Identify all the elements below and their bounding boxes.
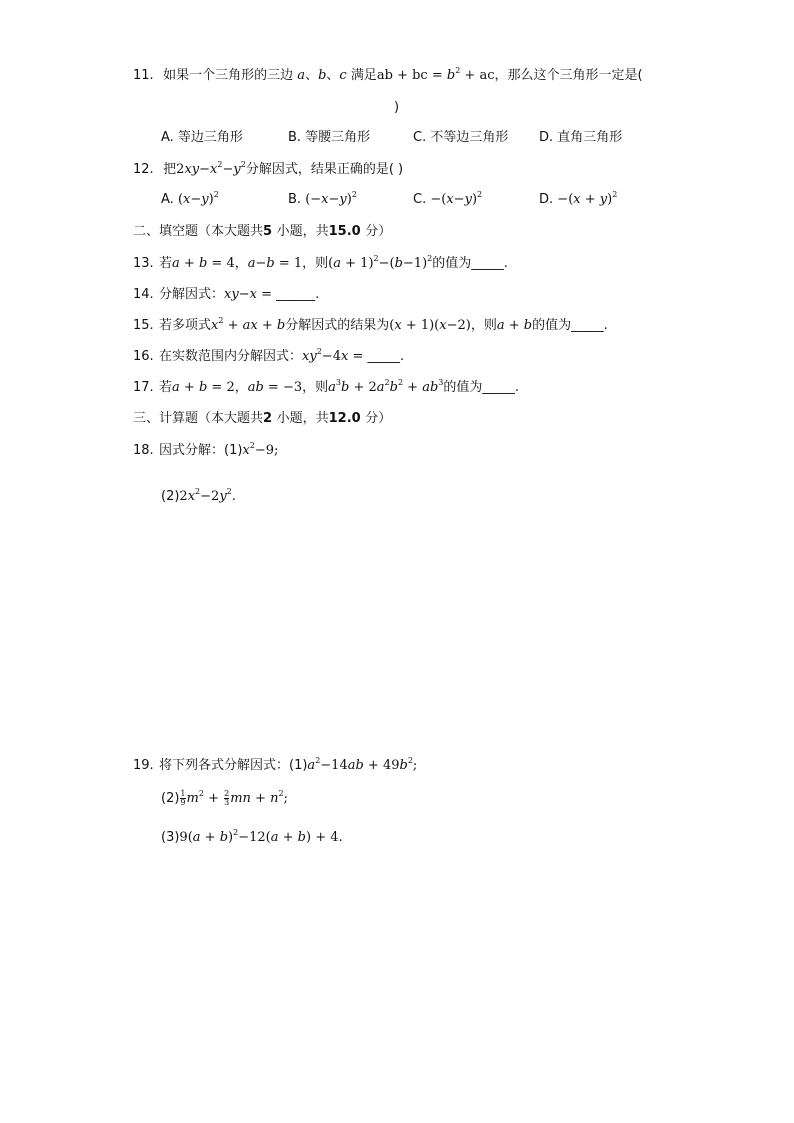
question-text: 把 [163, 162, 177, 177]
question-15: 15. 若多项式$x^2$ + ax + b分解因式的结果为(x + 1)(x−2)，则a + b的值为_____. [133, 316, 608, 333]
question-text: 分解因式，结果正确的是( ) [245, 162, 404, 177]
question-text: ，那么这个三角形一定是( [494, 68, 643, 83]
question-18-part-2: $(2)2x^2-2y^2$. [161, 487, 236, 504]
answer-blank: _____ [482, 380, 515, 395]
question-16: 16. 在实数范围内分解因式：$xy^2-4x$ = _____. [133, 347, 405, 364]
question-18: 18. 因式分解：$(1)x^2-9$; [133, 441, 279, 458]
option-c: C. $-(x-y)^2$ [413, 190, 483, 207]
question-11 [133, 67, 643, 85]
question-19: 19. 将下列各式分解因式：$(1)a^2-14ab + 49b^2$; [133, 756, 418, 773]
math-expression: $2xy-x^2-y^2$ [176, 160, 246, 177]
section-heading-fill-in: 二、填空题（本大题共5 小题，共15.0 分） [133, 224, 392, 239]
option-b: B. $(-x-y)^2$ [288, 190, 357, 207]
math-expression: a、b、c [297, 68, 347, 83]
question-text: 满足 [350, 68, 377, 83]
section-heading-calculation: 三、计算题（本大题共2 小题，共12.0 分） [133, 411, 392, 426]
math-expression: ab + bc = $b^2$ + ac [376, 66, 495, 83]
answer-blank: _____ [571, 318, 604, 333]
question-12 [133, 161, 403, 179]
option-a: A. $(x-y)^2$ [161, 190, 219, 207]
question-11-close-paren: ) [394, 100, 400, 115]
question-number: 12. [133, 162, 154, 177]
question-17: 17. 若a + b = 2，ab = −3，则$a^3b + 2a^2b^2 + ab^3$的值为_____. [133, 378, 520, 395]
option-d: D. 直角三角形 [539, 130, 623, 145]
answer-blank: _____ [471, 256, 504, 271]
question-number: 11. [133, 68, 154, 83]
option-b: B. 等腰三角形 [288, 130, 371, 145]
question-14: 14. 分解因式：xy−x = ______. [133, 287, 320, 302]
option-c: C. 不等边三角形 [413, 130, 509, 145]
question-13: 13. 若a + b = 4，a−b = 1，则$(a + 1)^2-(b-1)^2$的值为_____. [133, 254, 508, 271]
answer-blank: _____ [367, 349, 400, 364]
question-19-part-2: (2) $\frac{1}{9}$ $m^2$ + $\frac{2}{3}$ mn + $n^2$; [161, 789, 288, 807]
question-text: 如果一个三角形的三边 [163, 68, 294, 83]
option-d: D. $-(x + y)^2$ [539, 190, 618, 207]
option-a: A. 等边三角形 [161, 130, 243, 145]
answer-blank: ______ [276, 287, 316, 302]
question-19-part-3: $(3)9(a + b)^2-12(a + b) + 4$. [161, 828, 343, 845]
